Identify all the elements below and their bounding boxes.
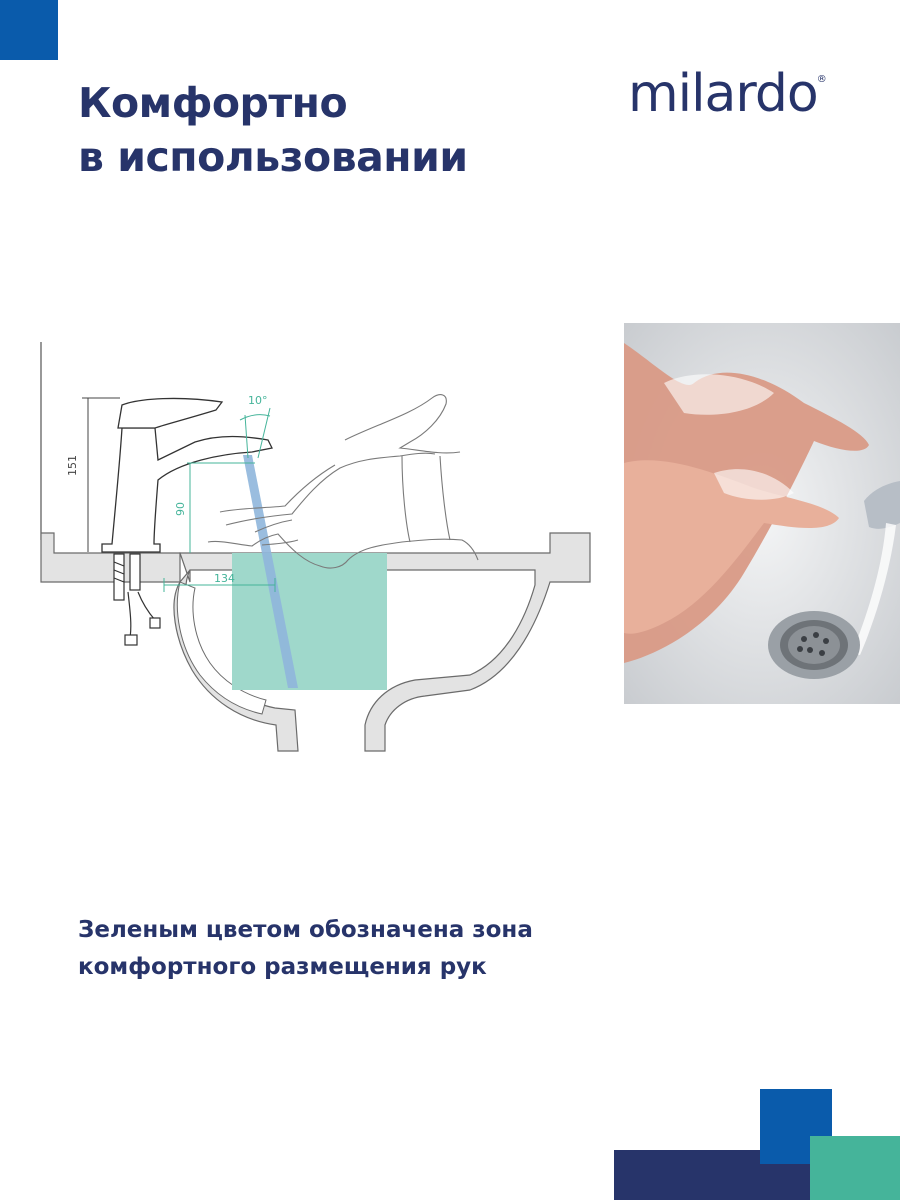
faucet-lever [118,398,222,428]
countertop-left [41,533,180,582]
decor-block-teal [810,1136,900,1200]
page-title-line-2: в использовании [78,133,468,181]
brand-logo-text: milardo [628,64,818,124]
registered-mark: ® [816,74,826,85]
dim-label-reach: 134 [214,572,235,585]
caption [78,912,533,986]
corner-accent-square [0,0,58,60]
page-title-line-1: Комфортно [78,79,348,127]
brand-logo [628,64,826,124]
handwashing-photo [624,323,900,704]
faucet-usage-diagram [30,330,600,760]
faucet-body [102,428,272,552]
dim-label-angle: 10° [248,394,268,407]
caption-line-2: комфортного размещения рук [78,954,487,980]
dim-label-outlet: 90 [174,502,187,516]
drain [768,611,860,679]
page-title [78,76,468,184]
caption-line-1: Зеленым цветом обозначена зона [78,917,533,943]
dim-label-height: 151 [66,455,79,476]
comfort-zone [232,553,387,690]
